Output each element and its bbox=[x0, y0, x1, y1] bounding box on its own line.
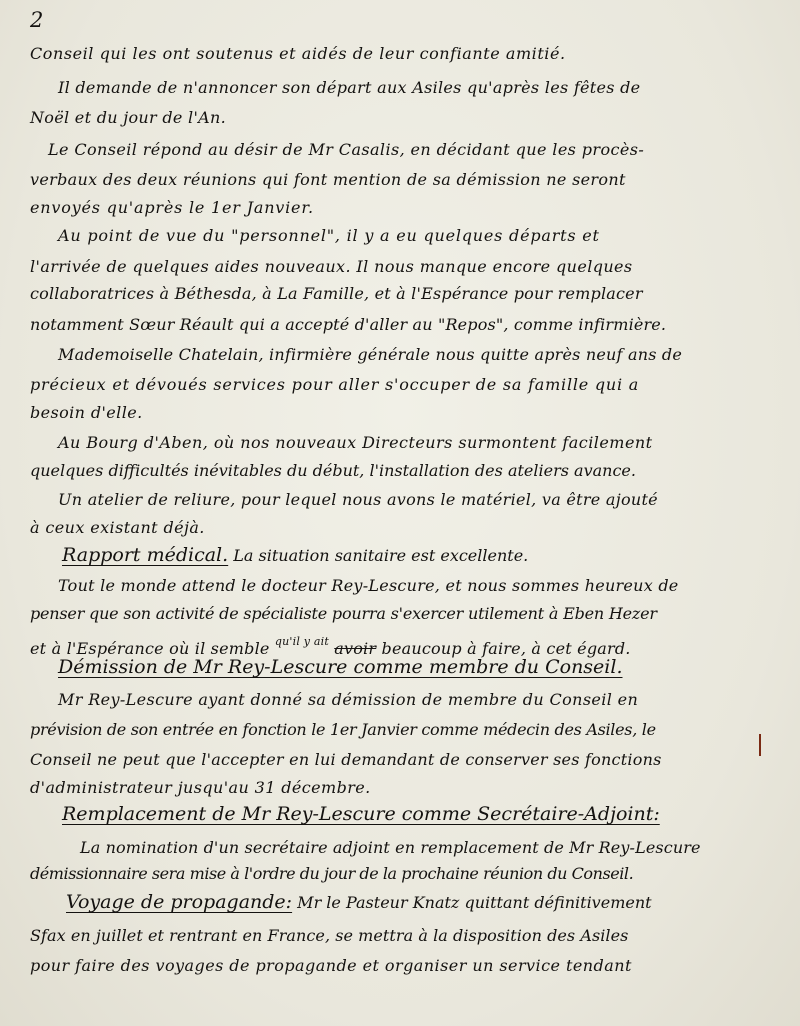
text-line-28: La nomination d'un secrétaire adjoint en remplacement de Mr Rey-Lescure bbox=[80, 838, 701, 857]
inserted-correction: qu'il y ait bbox=[274, 635, 329, 648]
text-line-29: démissionnaire sera mise à l'ordre du jour de la prochaine réunion du Conseil. bbox=[30, 864, 634, 883]
medical-report-text: La situation sanitaire est excellente. bbox=[228, 546, 529, 565]
text-line-6: envoyés qu'après le 1er Janvier. bbox=[30, 198, 314, 217]
text-line-8: l'arrivée de quelques aides nouveaux. Il nous manque encore quelques bbox=[30, 257, 633, 276]
margin-mark bbox=[759, 734, 761, 756]
text-line-21 bbox=[30, 632, 631, 659]
text-line-5: verbaux des deux réunions qui font mention de sa démission ne seront bbox=[30, 170, 626, 189]
propaganda-trip-text: Mr le Pasteur Knatz quittant définitivement bbox=[292, 893, 652, 912]
text-line-25: Conseil ne peut que l'accepter en lui demandant de conserver ses fonctions bbox=[30, 750, 662, 769]
text-line-20: penser que son activité de spécialiste pourra s'exercer utilement à Eben Hezer bbox=[30, 604, 657, 623]
section-heading-resignation: Démission de Mr Rey-Lescure comme membre du Conseil. bbox=[58, 656, 623, 678]
text-line-4: Le Conseil répond au désir de Mr Casalis, en décidant que les procès- bbox=[48, 140, 645, 159]
text-line-15: quelques difficultés inévitables du début, l'installation des ateliers avance. bbox=[30, 461, 636, 480]
text-line-30 bbox=[66, 892, 652, 913]
line-21-text-continued: beaucoup à faire, à cet égard. bbox=[376, 639, 631, 658]
text-line-31: Sfax en juillet et rentrant en France, se mettra à la disposition des Asiles bbox=[30, 926, 629, 945]
text-line-18 bbox=[62, 545, 528, 566]
line-21-text: et à l'Espérance où il semble bbox=[30, 639, 270, 658]
text-line-16: Un atelier de reliure, pour lequel nous avons le matériel, va être ajouté bbox=[58, 490, 658, 509]
text-line-9: collaboratrices à Béthesda, à La Famille, et à l'Espérance pour remplacer bbox=[30, 284, 643, 303]
section-heading-replacement: Remplacement de Mr Rey-Lescure comme Secrétaire-Adjoint: bbox=[62, 803, 660, 825]
text-line-11: Mademoiselle Chatelain, infirmière générale nous quitte après neuf ans de bbox=[58, 345, 683, 364]
text-line-14: Au Bourg d'Aben, où nos nouveaux Directeurs surmontent facilement bbox=[58, 433, 653, 452]
section-heading-medical-report: Rapport médical. bbox=[62, 544, 229, 566]
text-line-3: Noël et du jour de l'An. bbox=[30, 108, 227, 127]
text-line-26: d'administrateur jusqu'au 31 décembre. bbox=[30, 778, 371, 797]
text-line-1: Conseil qui les ont soutenus et aidés de leur confiante amitié. bbox=[30, 44, 566, 63]
text-line-22 bbox=[58, 657, 623, 678]
text-line-19: Tout le monde attend le docteur Rey-Lescure, et nous sommes heureux de bbox=[58, 576, 679, 595]
text-line-23: Mr Rey-Lescure ayant donné sa démission de membre du Conseil en bbox=[58, 690, 639, 709]
text-line-12: précieux et dévoués services pour aller s'occuper de sa famille qui a bbox=[30, 375, 640, 394]
text-line-24: prévision de son entrée en fonction le 1er Janvier comme médecin des Asiles, le bbox=[30, 720, 656, 739]
text-line-2: Il demande de n'annoncer son départ aux Asiles qu'après les fêtes de bbox=[58, 78, 641, 97]
text-line-13: besoin d'elle. bbox=[30, 403, 143, 422]
text-line-17: à ceux existant déjà. bbox=[30, 518, 205, 537]
text-line-32: pour faire des voyages de propagande et organiser un service tendant bbox=[30, 956, 632, 975]
page-number: 2 bbox=[30, 8, 44, 32]
text-line-7: Au point de vue du "personnel", il y a eu quelques départs et bbox=[58, 226, 600, 245]
text-line-10: notamment Sœur Réault qui a accepté d'aller au "Repos", comme infirmière. bbox=[30, 315, 667, 334]
struck-out-word: avoir bbox=[334, 639, 377, 658]
text-line-27 bbox=[62, 804, 660, 825]
section-heading-propaganda-trip: Voyage de propagande: bbox=[66, 891, 293, 913]
